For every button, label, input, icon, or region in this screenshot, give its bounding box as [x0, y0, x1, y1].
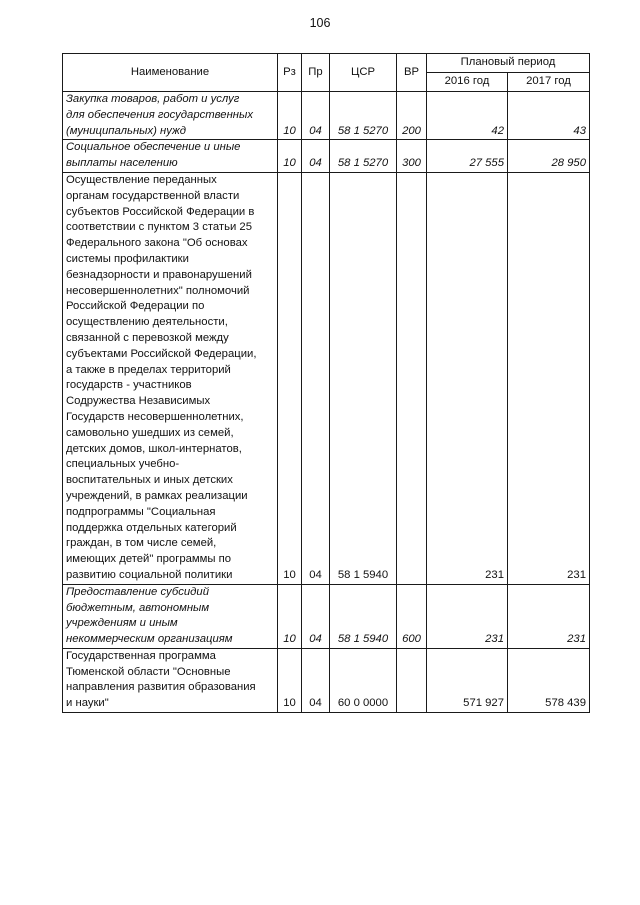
row-name-line: субъектов Российской Федерации в: [66, 205, 255, 218]
row-vr: [397, 172, 427, 584]
row-name-line: учреждений, в рамках реализации: [66, 489, 248, 502]
row-name-line: направления развития образования: [66, 681, 256, 694]
row-name-line: самовольно ушедших из семей,: [66, 426, 234, 439]
row-vr: 200: [397, 92, 427, 140]
row-csr: 58 1 5270: [330, 92, 397, 140]
row-amount-2017: 578 439: [508, 648, 590, 712]
budget-table: [62, 53, 590, 713]
row-name-line: поддержка отдельных категорий: [66, 521, 237, 534]
table-row: [63, 584, 590, 648]
page-number: 106: [309, 16, 331, 30]
row-name-line: для обеспечения государственных: [66, 108, 253, 121]
row-rz: 10: [278, 140, 302, 173]
row-name-line: безнадзорности и правонарушений: [66, 268, 252, 281]
row-pr: 04: [302, 92, 330, 140]
row-name-line: а также в пределах территорий: [66, 363, 231, 376]
row-name-line: и науки": [66, 697, 109, 710]
row-name-line: имеющих детей" программы по: [66, 553, 232, 566]
row-csr: 58 1 5940: [330, 584, 397, 648]
row-csr: 58 1 5270: [330, 140, 397, 173]
header-name: Наименование: [63, 54, 278, 92]
row-name-line: развитию социальной политики: [66, 568, 233, 581]
row-amount-2016: 42: [427, 92, 508, 140]
row-name: [63, 648, 278, 712]
header-rz: Рз: [278, 54, 302, 92]
row-vr: 300: [397, 140, 427, 173]
row-name-line: Тюменской области "Основные: [66, 665, 231, 678]
row-name-line: граждан, в том числе семей,: [66, 537, 217, 550]
row-vr: 600: [397, 584, 427, 648]
row-amount-2016: 231: [427, 584, 508, 648]
row-pr: 04: [302, 172, 330, 584]
header-planned-period: Плановый период: [427, 54, 590, 73]
row-name-line: Государств несовершеннолетних,: [66, 410, 244, 423]
row-amount-2016: 571 927: [427, 648, 508, 712]
row-name-line: (муниципальных) нужд: [66, 124, 187, 137]
row-name-line: субъектами Российской Федерации,: [66, 347, 257, 360]
row-name-line: Социальное обеспечение и иные: [66, 141, 241, 154]
row-pr: 04: [302, 140, 330, 173]
row-rz: 10: [278, 584, 302, 648]
row-amount-2017: 231: [508, 584, 590, 648]
header-pr: Пр: [302, 54, 330, 92]
row-name-line: соответствии с пунктом 3 статьи 25: [66, 221, 253, 234]
row-rz: 10: [278, 92, 302, 140]
row-name-line: некоммерческим организациям: [66, 633, 233, 646]
row-name-line: Закупка товаров, работ и услуг: [66, 93, 240, 105]
row-name-line: Российской Федерации по: [66, 300, 205, 313]
row-name: [63, 172, 278, 584]
row-amount-2017: 28 950: [508, 140, 590, 173]
row-name-line: выплаты населению: [66, 157, 178, 170]
row-name-line: воспитательных и иных детских: [66, 474, 233, 487]
row-name-line: системы профилактики: [66, 252, 189, 265]
row-name: [63, 92, 278, 140]
header-year-2016: 2016 год: [427, 73, 508, 92]
row-name-line: бюджетным, автономным: [66, 601, 210, 614]
row-amount-2016: 231: [427, 172, 508, 584]
row-name-line: Предоставление субсидий: [66, 585, 209, 598]
row-csr: 60 0 0000: [330, 648, 397, 712]
row-rz: 10: [278, 172, 302, 584]
row-name-line: специальных учебно-: [66, 458, 180, 471]
row-amount-2017: 231: [508, 172, 590, 584]
row-csr: 58 1 5940: [330, 172, 397, 584]
row-name-line: осуществлению деятельности,: [66, 316, 228, 329]
table-row: [63, 172, 590, 584]
row-name-line: Государственная программа: [66, 649, 216, 662]
row-name-line: государств - участников: [66, 379, 192, 392]
table-row: [63, 648, 590, 712]
row-name-line: несовершеннолетних" полномочий: [66, 284, 250, 297]
row-name-line: подпрограммы "Социальная: [66, 505, 216, 518]
row-name-line: Содружества Независимых: [66, 395, 211, 408]
row-amount-2016: 27 555: [427, 140, 508, 173]
row-name-line: органам государственной власти: [66, 189, 240, 202]
row-name-line: Осуществление переданных: [66, 173, 217, 186]
row-pr: 04: [302, 648, 330, 712]
row-name-line: учреждениям и иным: [66, 617, 178, 630]
header-year-2017: 2017 год: [508, 73, 590, 92]
row-pr: 04: [302, 584, 330, 648]
row-name-line: Федерального закона "Об основах: [66, 237, 248, 250]
row-name: [63, 584, 278, 648]
header-vr: ВР: [397, 54, 427, 92]
table-body: [63, 92, 590, 713]
table-row: [63, 92, 590, 140]
table-row: [63, 140, 590, 173]
row-rz: 10: [278, 648, 302, 712]
row-amount-2017: 43: [508, 92, 590, 140]
row-name: [63, 140, 278, 173]
row-name-line: связанной с перевозкой между: [66, 331, 229, 344]
row-vr: [397, 648, 427, 712]
row-name-line: детских домов, школ-интернатов,: [66, 442, 242, 455]
header-csr: ЦСР: [330, 54, 397, 92]
